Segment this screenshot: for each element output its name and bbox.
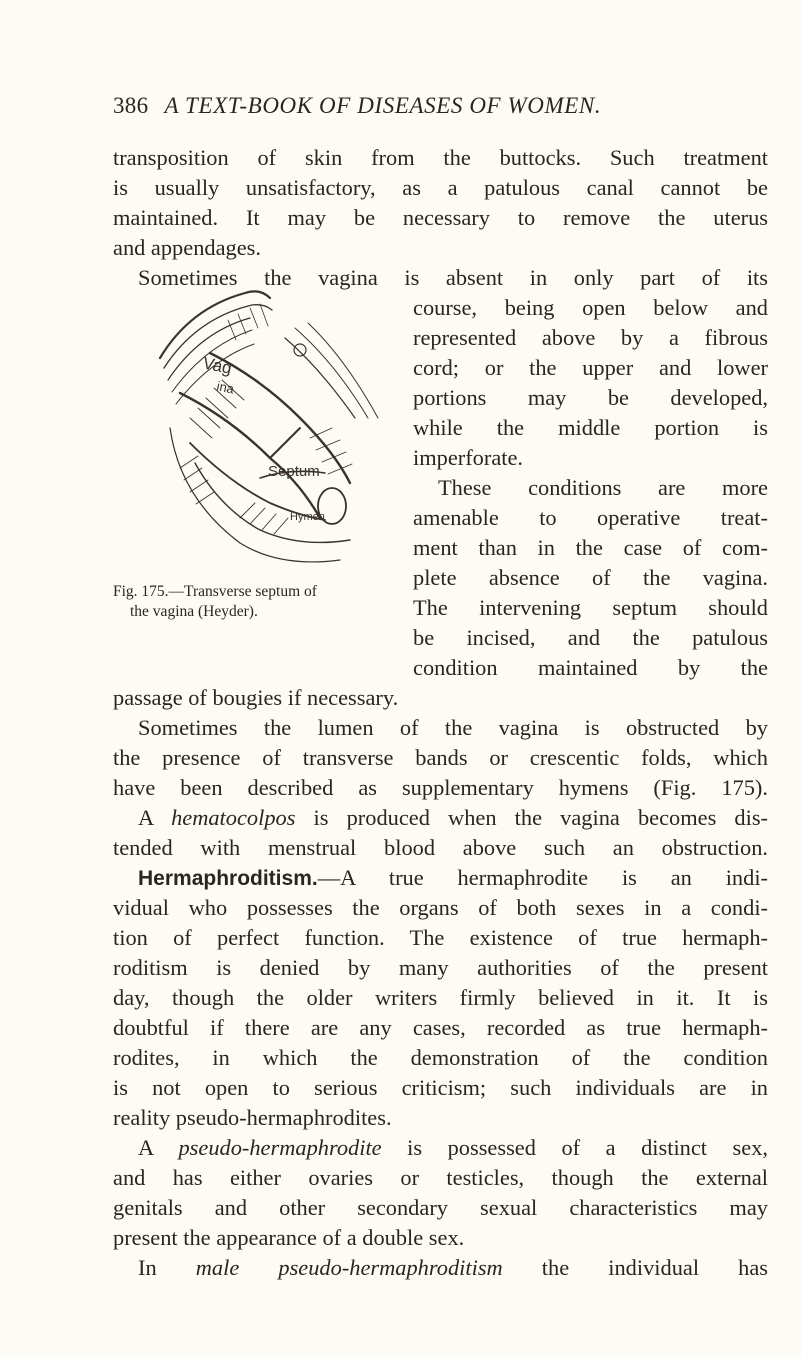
text-line: rodites, in which the demonstration of the condition (113, 1045, 768, 1070)
page-number: 386 (113, 93, 149, 118)
text-line: the presence of transverse bands or crescentic folds, which (113, 745, 768, 770)
text-line: Sometimes the lumen of the vagina is obstructed by (138, 715, 768, 740)
text-line: ment than in the case of com- (413, 535, 768, 560)
text-line: vidual who possesses the organs of both sexes in a condi- (113, 895, 768, 920)
text-line: and has either ovaries or testicles, though the external (113, 1165, 768, 1190)
text-line: imperforate. (413, 445, 524, 470)
text-line: cord; or the upper and lower (413, 355, 768, 380)
text-line: reality pseudo-hermaphrodites. (113, 1105, 392, 1130)
text-line: be incised, and the patulous (413, 625, 768, 650)
text-line: Sometimes the vagina is absent in only part of its (138, 265, 768, 290)
figure-caption-line: the vagina (Heyder). (130, 603, 258, 620)
figure-caption-line: Fig. 175.—Transverse septum of (113, 583, 317, 600)
text-line: amenable to operative treat- (413, 505, 768, 530)
text-line: and appendages. (113, 235, 261, 260)
text-line: tended with menstrual blood above such an obstruction. (113, 835, 768, 860)
text-line: transposition of skin from the buttocks. Such treatment (113, 145, 768, 170)
running-header (113, 93, 601, 119)
text-line: have been described as supplementary hymens (Fig. 175). (113, 775, 768, 800)
text-line: Hermaphroditism.—A true hermaphrodite is an indi- (138, 865, 768, 890)
running-title: A TEXT-BOOK OF DISEASES OF WOMEN. (164, 93, 602, 118)
label-hymen: Hymen (290, 511, 325, 523)
text-line: is not open to serious criticism; such individuals are in (113, 1075, 768, 1100)
section-heading-hermaphroditism: Hermaphroditism. (138, 867, 318, 890)
label-vagina-a: Vag (201, 353, 234, 378)
figure-illustration (150, 268, 390, 580)
label-septum: Septum (268, 463, 320, 480)
text-line: plete absence of the vagina. (413, 565, 768, 590)
text-line: doubtful if there are any cases, recorded as true hermaph- (113, 1015, 768, 1040)
text-line: maintained. It may be necessary to remove the uterus (113, 205, 768, 230)
text-line: A hematocolpos is produced when the vagina becomes dis- (138, 805, 768, 830)
term-hematocolpos: hematocolpos (171, 805, 296, 830)
text-line: passage of bougies if necessary. (113, 685, 399, 710)
text-line: while the middle portion is (413, 415, 768, 440)
term-pseudo-hermaphrodite: pseudo-hermaphrodite (178, 1135, 382, 1160)
text-line: is usually unsatisfactory, as a patulous canal cannot be (113, 175, 768, 200)
text-line: These conditions are more (438, 475, 768, 500)
text-line: A pseudo-hermaphrodite is possessed of a distinct sex, (138, 1135, 768, 1160)
text-line: course, being open below and (413, 295, 768, 320)
text-line: present the appearance of a double sex. (113, 1225, 465, 1250)
term-male-pseudo-hermaphroditism: male pseudo-hermaphroditism (195, 1255, 503, 1280)
text-line: The intervening septum should (413, 595, 768, 620)
text-line: genitals and other secondary sexual characteristics may (113, 1195, 768, 1220)
text-line: roditism is denied by many authorities of the present (113, 955, 768, 980)
text-line: represented above by a fibrous (413, 325, 768, 350)
text-line: portions may be developed, (413, 385, 768, 410)
text-line: condition maintained by the (413, 655, 768, 680)
label-vagina-b: ina (215, 378, 236, 397)
text-line: tion of perfect function. The existence of true hermaph- (113, 925, 768, 950)
text-line: day, though the older writers firmly believed in it. It is (113, 985, 768, 1010)
text-line: In male pseudo-hermaphroditism the individual has (138, 1255, 769, 1280)
vagina-septum-engraving (150, 268, 390, 580)
